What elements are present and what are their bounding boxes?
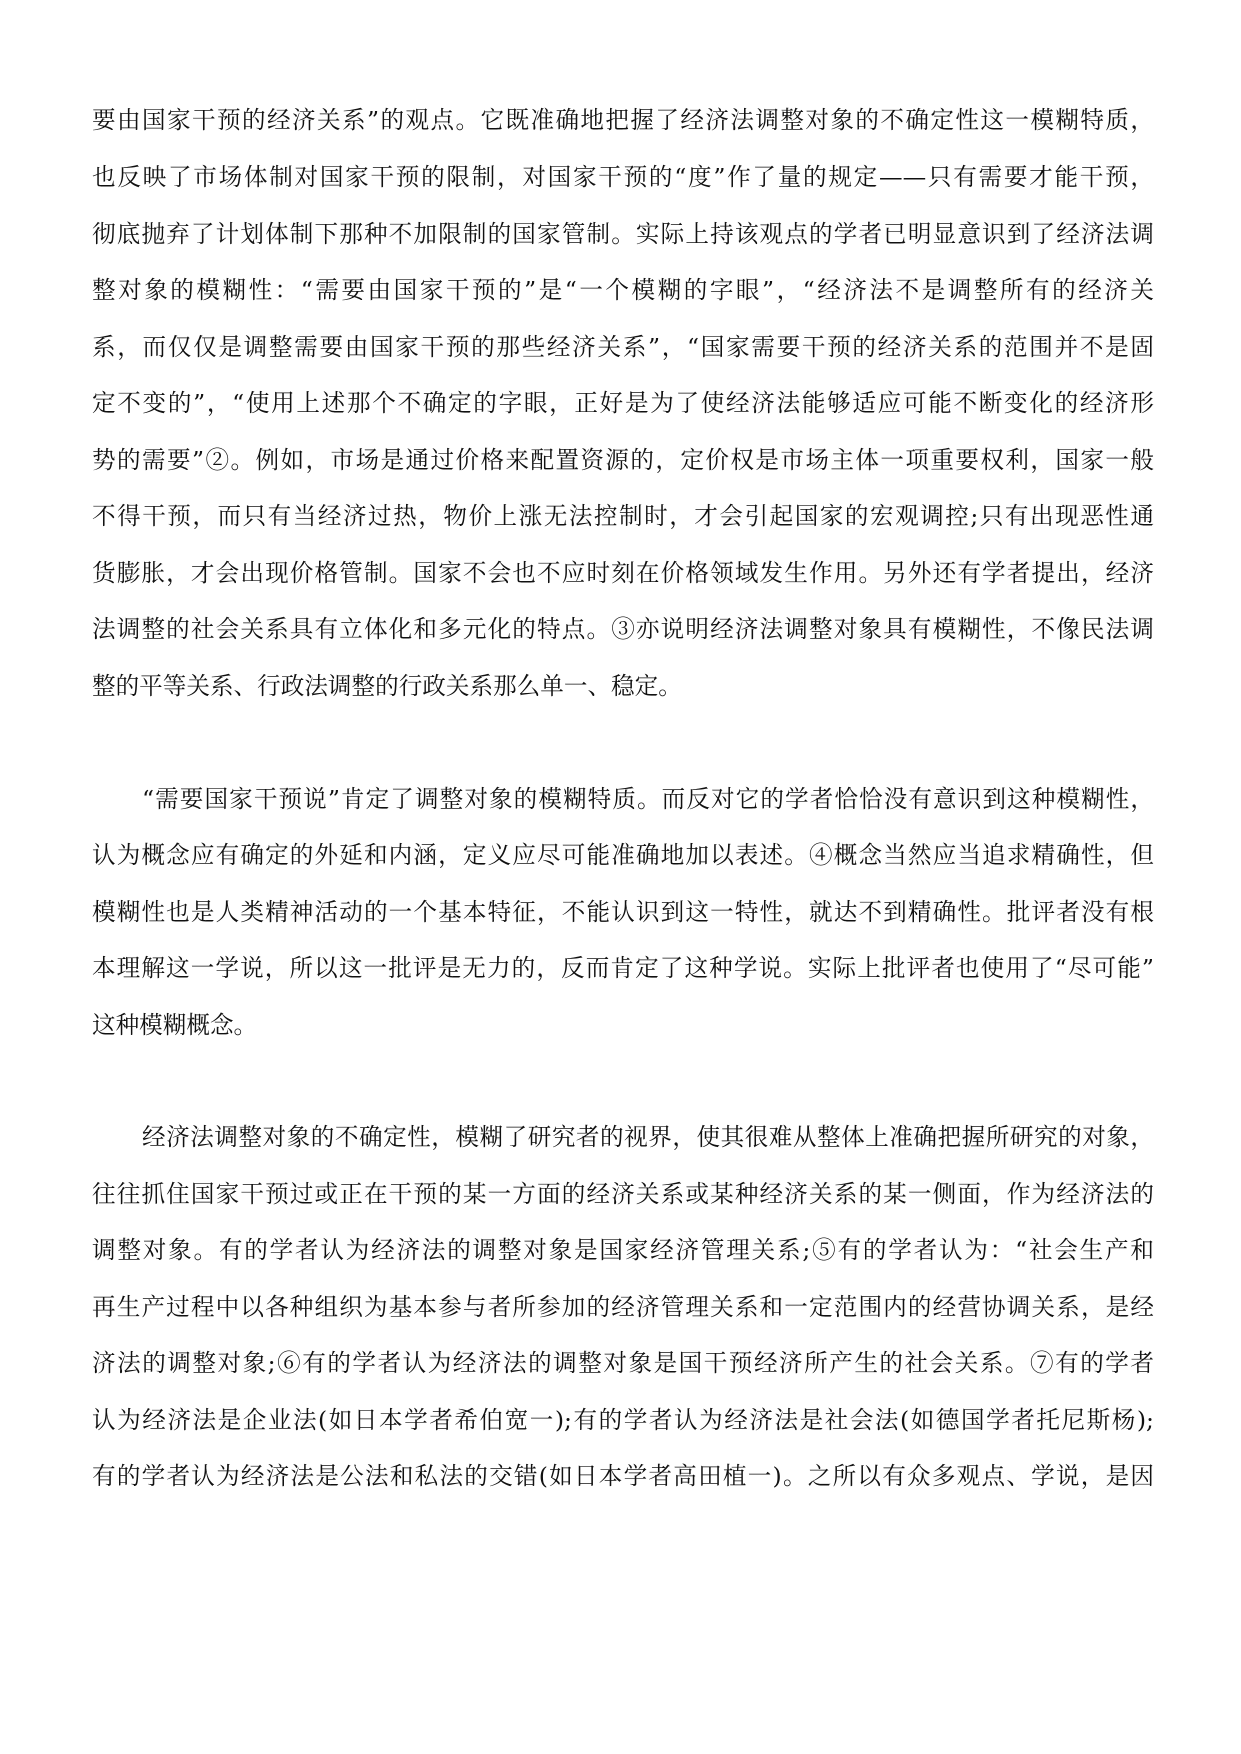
paragraph-line: 模糊性也是人类精神活动的一个基本特征，不能认识到这一特性，就达不到精确性。批评者没有根 — [92, 898, 1154, 926]
paragraph-line: 认为经济法是企业法(如日本学者希伯宽一);有的学者认为经济法是社会法(如德国学者托尼斯杨); — [92, 1406, 1154, 1434]
paragraph-line: 济法的调整对象;⑥有的学者认为经济法的调整对象是国干预经济所产生的社会关系。⑦有的学者 — [92, 1349, 1154, 1377]
paragraph-line: 要由国家干预的经济关系”的观点。它既准确地把握了经济法调整对象的不确定性这一模糊特质， — [92, 106, 1154, 134]
paragraph-line: 往往抓住国家干预过或正在干预的某一方面的经济关系或某种经济关系的某一侧面，作为经济法的 — [92, 1180, 1154, 1208]
paragraph-line: 彻底抛弃了计划体制下那种不加限制的国家管制。实际上持该观点的学者已明显意识到了经济法调 — [92, 220, 1154, 248]
paragraph-line: 不得干预，而只有当经济过热，物价上涨无法控制时，才会引起国家的宏观调控;只有出现恶性通 — [92, 502, 1154, 530]
paragraph-line: 也反映了市场体制对国家干预的限制，对国家干预的“度”作了量的规定——只有需要才能干预， — [92, 163, 1154, 191]
paragraph-line: “需要国家干预说”肯定了调整对象的模糊特质。而反对它的学者恰恰没有意识到这种模糊性， — [142, 785, 1154, 813]
paragraph-line: 系，而仅仅是调整需要由国家干预的那些经济关系”，“国家需要干预的经济关系的范围并不是固 — [92, 333, 1154, 361]
paragraph-line: 定不变的”，“使用上述那个不确定的字眼，正好是为了使经济法能够适应可能不断变化的经济形 — [92, 389, 1154, 417]
paragraph-line: 法调整的社会关系具有立体化和多元化的特点。③亦说明经济法调整对象具有模糊性，不像民法调 — [92, 615, 1154, 643]
paragraph-line: 货膨胀，才会出现价格管制。国家不会也不应时刻在价格领域发生作用。另外还有学者提出，经济 — [92, 559, 1154, 587]
paragraph-line: 调整对象。有的学者认为经济法的调整对象是国家经济管理关系;⑤有的学者认为：“社会生产和 — [92, 1236, 1154, 1264]
paragraph-line: 本理解这一学说，所以这一批评是无力的，反而肯定了这种学说。实际上批评者也使用了“尽可能” — [92, 954, 1154, 982]
paragraph-line: 有的学者认为经济法是公法和私法的交错(如日本学者高田植一)。之所以有众多观点、学说，是因 — [92, 1462, 1154, 1490]
paragraph-line: 这种模糊概念。 — [92, 1011, 258, 1039]
paragraph-line: 整对象的模糊性：“需要由国家干预的”是“一个模糊的字眼”，“经济法不是调整所有的经济关 — [92, 276, 1154, 304]
paragraph-line: 势的需要”②。例如，市场是通过价格来配置资源的，定价权是市场主体一项重要权利，国家一般 — [92, 446, 1154, 474]
paragraph-line: 经济法调整对象的不确定性，模糊了研究者的视界，使其很难从整体上准确把握所研究的对象， — [142, 1123, 1154, 1151]
paragraph-line: 认为概念应有确定的外延和内涵，定义应尽可能准确地加以表述。④概念当然应当追求精确性，但 — [92, 841, 1154, 869]
paragraph-line: 再生产过程中以各种组织为基本参与者所参加的经济管理关系和一定范围内的经营协调关系，是经 — [92, 1293, 1154, 1321]
paragraph-line: 整的平等关系、行政法调整的行政关系那么单一、稳定。 — [92, 672, 682, 700]
